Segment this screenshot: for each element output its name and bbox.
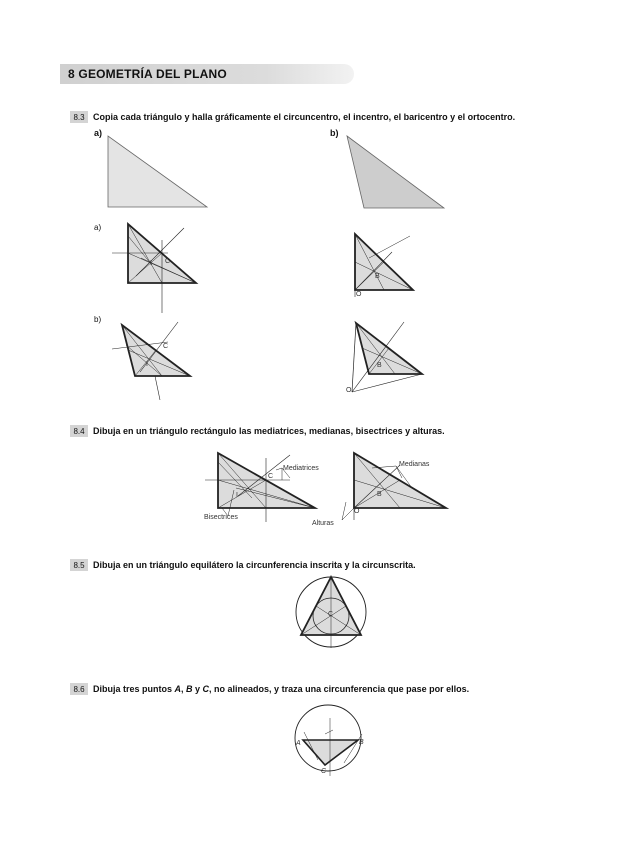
exercise-8-6-figure bbox=[295, 705, 362, 776]
barycenter-label-84: B bbox=[377, 491, 382, 498]
exercise-8-4-figure-left bbox=[205, 453, 315, 522]
circumcenter-label-84: C bbox=[268, 473, 274, 480]
medianas-callout: Medianas bbox=[399, 461, 430, 468]
part-b-label: b) bbox=[330, 128, 339, 138]
exercise-statement: Dibuja en un triángulo rectángulo las mediatrices, medianas, bisectrices y alturas. bbox=[93, 426, 445, 436]
mediatrices-callout: Mediatrices bbox=[283, 465, 319, 472]
solution-a-figure bbox=[112, 224, 196, 313]
orthocenter-label: O bbox=[356, 291, 362, 298]
incenter-label-b: I bbox=[146, 361, 148, 368]
exercise-number: 8.5 bbox=[70, 559, 88, 571]
exercise-statement: Dibuja tres puntos A, B y C, no alineados, y traza una circunferencia que pase por ellos. bbox=[93, 684, 470, 694]
exercise-statement: Copia cada triángulo y halla gráficamente el circuncentro, el incentro, el baricentro y el ortocentro. bbox=[93, 112, 516, 122]
point-a-label: A bbox=[296, 740, 301, 747]
part-a-label: a) bbox=[94, 128, 103, 138]
incenter-label-84: I bbox=[236, 492, 238, 499]
barycenter-label-b: B bbox=[377, 362, 382, 369]
exercise-number: 8.4 bbox=[70, 425, 88, 437]
exercise-number: 8.6 bbox=[70, 683, 88, 695]
solution-b-label: b) bbox=[94, 315, 102, 324]
circumcenter-label-b: C bbox=[163, 343, 169, 350]
bisectrices-callout: Bisectrices bbox=[204, 514, 238, 521]
orthocenter-label-b: O bbox=[346, 387, 352, 394]
solution-b-figure-2 bbox=[352, 322, 422, 392]
barycenter-label: B bbox=[375, 273, 380, 280]
given-triangle-a bbox=[108, 136, 207, 207]
circumcenter-label: C bbox=[165, 258, 171, 265]
exercise-number: 8.3 bbox=[70, 111, 88, 123]
circumcenter-label-85: C bbox=[328, 611, 334, 618]
exercise-statement: Dibuja en un triángulo equilátero la circunferencia inscrita y la circunscrita. bbox=[93, 560, 416, 570]
point-c-label: C bbox=[321, 768, 327, 775]
solution-b-figure bbox=[112, 322, 190, 400]
given-triangle-b bbox=[347, 136, 444, 208]
point-b-label: B bbox=[359, 739, 364, 746]
incenter-label: I bbox=[150, 260, 152, 267]
orthocenter-label-84: O bbox=[354, 508, 360, 515]
section-title: 8 GEOMETRÍA DEL PLANO bbox=[68, 67, 227, 81]
solution-a-label: a) bbox=[94, 223, 102, 232]
alturas-callout: Alturas bbox=[312, 520, 334, 527]
solution-a-figure-2 bbox=[355, 234, 413, 297]
